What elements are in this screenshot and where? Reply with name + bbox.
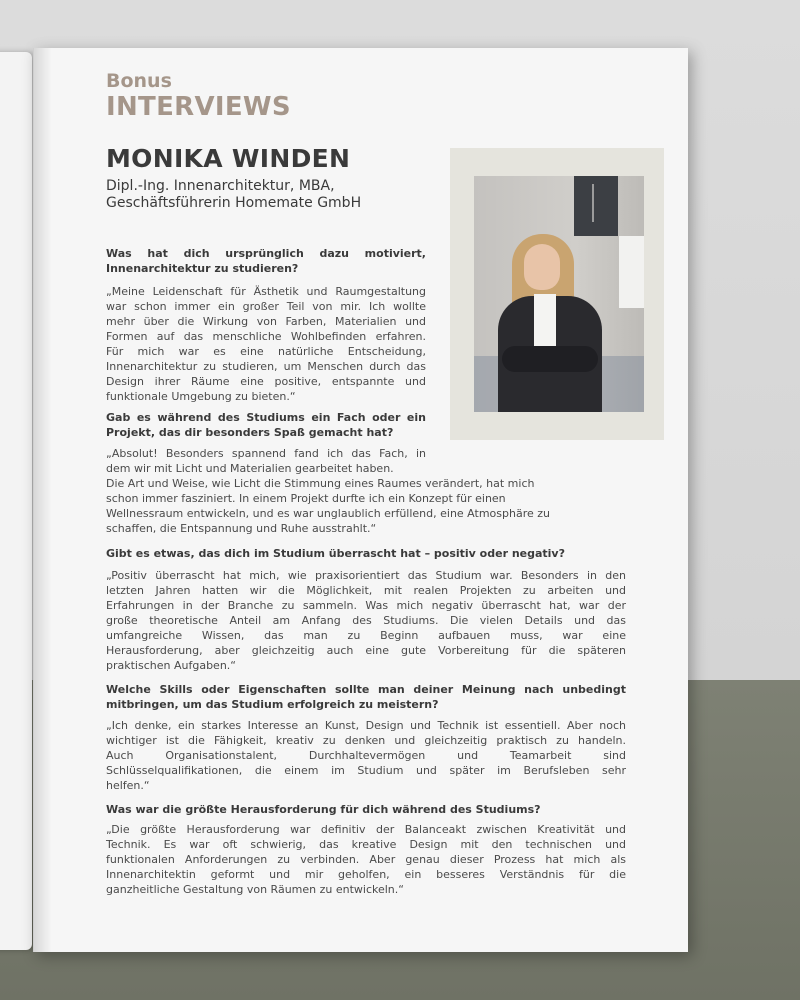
- interviewee-name: MONIKA WINDEN: [106, 144, 351, 173]
- page-spine-shadow: [34, 48, 52, 952]
- answer-line: große theoretische Anteil am Anfang des Studiums. Die vielen Details und das: [106, 614, 626, 627]
- portrait-photo: [474, 176, 644, 412]
- question-line: mitbringen, um das Studium erfolgreich zu meistern?: [106, 698, 439, 711]
- answer-line: funktionalen Anforderungen zu verbinden. Aber genau dieser Prozess hat mich als: [106, 853, 626, 866]
- answer-line: Erfahrungen in der Branche zu sammeln. Was mich negativ überrascht hat, war der: [106, 599, 626, 612]
- answer-line: Herausforderung, aber gleichzeitig auch eine gute Vorbereitung für die späteren: [106, 644, 626, 657]
- answer-line: „Ich denke, ein starkes Interesse an Kunst, Design und Technik ist essentiell. Aber noch: [106, 719, 626, 732]
- question-line: Was hat dich ursprünglich dazu motiviert,: [106, 247, 426, 260]
- portrait-shirt: [534, 294, 556, 354]
- question-line: Innenarchitektur zu studieren?: [106, 262, 299, 275]
- section-title: INTERVIEWS: [106, 92, 291, 122]
- magazine-page: [33, 48, 688, 952]
- question-line: Gibt es etwas, das dich im Studium überrascht hat – positiv oder negativ?: [106, 547, 565, 560]
- interviewee-role: [106, 178, 436, 212]
- answer-line: schaffen, die Entspannung und Ruhe ausstrahlt.“: [106, 522, 377, 535]
- photo-wall-art-detail: [592, 184, 594, 222]
- answer-line: Für mich war es eine natürliche Entscheidung,: [106, 345, 426, 358]
- question-5: [106, 802, 626, 817]
- left-page-edge: [0, 52, 32, 950]
- answer-line: war schon immer ein großer Teil von mir. Ich wollte: [106, 300, 426, 313]
- question-line: Projekt, das dir besonders Spaß gemacht hat?: [106, 426, 394, 439]
- question-1: [106, 246, 426, 276]
- answer-line: helfen.“: [106, 779, 150, 792]
- question-3: [106, 546, 626, 561]
- question-line: Was war die größte Herausforderung für dich während des Studiums?: [106, 803, 541, 816]
- answer-2: [106, 446, 596, 536]
- answer-line: Innenarchitektur zu studieren, um Menschen durch das: [106, 360, 426, 373]
- answer-line: Wellnessraum entwickeln, und es war unglaublich erfüllend, eine Atmosphäre zu: [106, 507, 550, 520]
- answer-line: Technik. Es war oft schwierig, das kreative Design mit den technischen und: [106, 838, 626, 851]
- role-line: Geschäftsführerin Homemate GmbH: [106, 195, 362, 211]
- answer-1: [106, 284, 426, 404]
- answer-line: „Die größte Herausforderung war definitiv der Balanceakt zwischen Kreativität und: [106, 823, 626, 836]
- answer-line: Innenarchitektin geformt und mir geholfen, ein besseres Verständnis für die: [106, 868, 626, 881]
- answer-line: praktischen Aufgaben.“: [106, 659, 236, 672]
- question-line: Welche Skills oder Eigenschaften sollte man deiner Meinung nach unbedingt: [106, 683, 626, 696]
- photo-window: [619, 236, 644, 308]
- answer-line: dem wir mit Licht und Materialien gearbeitet haben.: [106, 462, 394, 475]
- question-4: [106, 682, 626, 712]
- question-2: [106, 410, 426, 440]
- answer-line: umfangreiche Wissen, das man zu Beginn aufbauen muss, war eine: [106, 629, 626, 642]
- role-line: Dipl.-Ing. Innenarchitektur, MBA,: [106, 178, 335, 194]
- answer-line: Schlüsselqualifikationen, die einem im Studium und später im Berufsleben sehr: [106, 764, 626, 777]
- question-line: Gab es während des Studiums ein Fach oder ein: [106, 411, 426, 424]
- photo-wall-art: [574, 176, 618, 236]
- answer-line: Auch Organisationstalent, Durchhaltevermögen und Teamarbeit sind: [106, 749, 626, 762]
- answer-5: [106, 822, 626, 897]
- answer-line: letzten Jahren hatten wir die Möglichkeit, mit realen Projekten zu arbeiten und: [106, 584, 626, 597]
- answer-line: Design ihrer Räume eine positive, entspannte und: [106, 375, 426, 388]
- answer-4: [106, 718, 626, 793]
- answer-line: ganzheitliche Gestaltung von Räumen zu entwickeln.“: [106, 883, 404, 896]
- answer-line: mehr über die Wirkung von Farben, Materialien und: [106, 315, 426, 328]
- answer-3: [106, 568, 626, 673]
- answer-line: funktionale Umgebung zu bieten.“: [106, 390, 296, 403]
- answer-line: schon immer fasziniert. In einem Projekt durfte ich ein Konzept für einen: [106, 492, 506, 505]
- answer-line: „Positiv überrascht hat mich, wie praxisorientiert das Studium war. Besonders in den: [106, 569, 626, 582]
- portrait-face: [524, 244, 560, 290]
- answer-line: wichtiger ist die Fähigkeit, kreativ zu denken und gleichzeitig praktisch zu handeln.: [106, 734, 626, 747]
- portrait-crossed-arms: [502, 346, 598, 372]
- answer-line: Formen auf das menschliche Wohlbefinden erfahren.: [106, 330, 426, 343]
- answer-line: „Absolut! Besonders spannend fand ich das Fach, in: [106, 447, 426, 460]
- answer-line: „Meine Leidenschaft für Ästhetik und Raumgestaltung: [106, 285, 426, 298]
- answer-line: Die Art und Weise, wie Licht die Stimmung eines Raumes verändert, hat mich: [106, 477, 535, 490]
- bonus-label: Bonus: [106, 70, 172, 92]
